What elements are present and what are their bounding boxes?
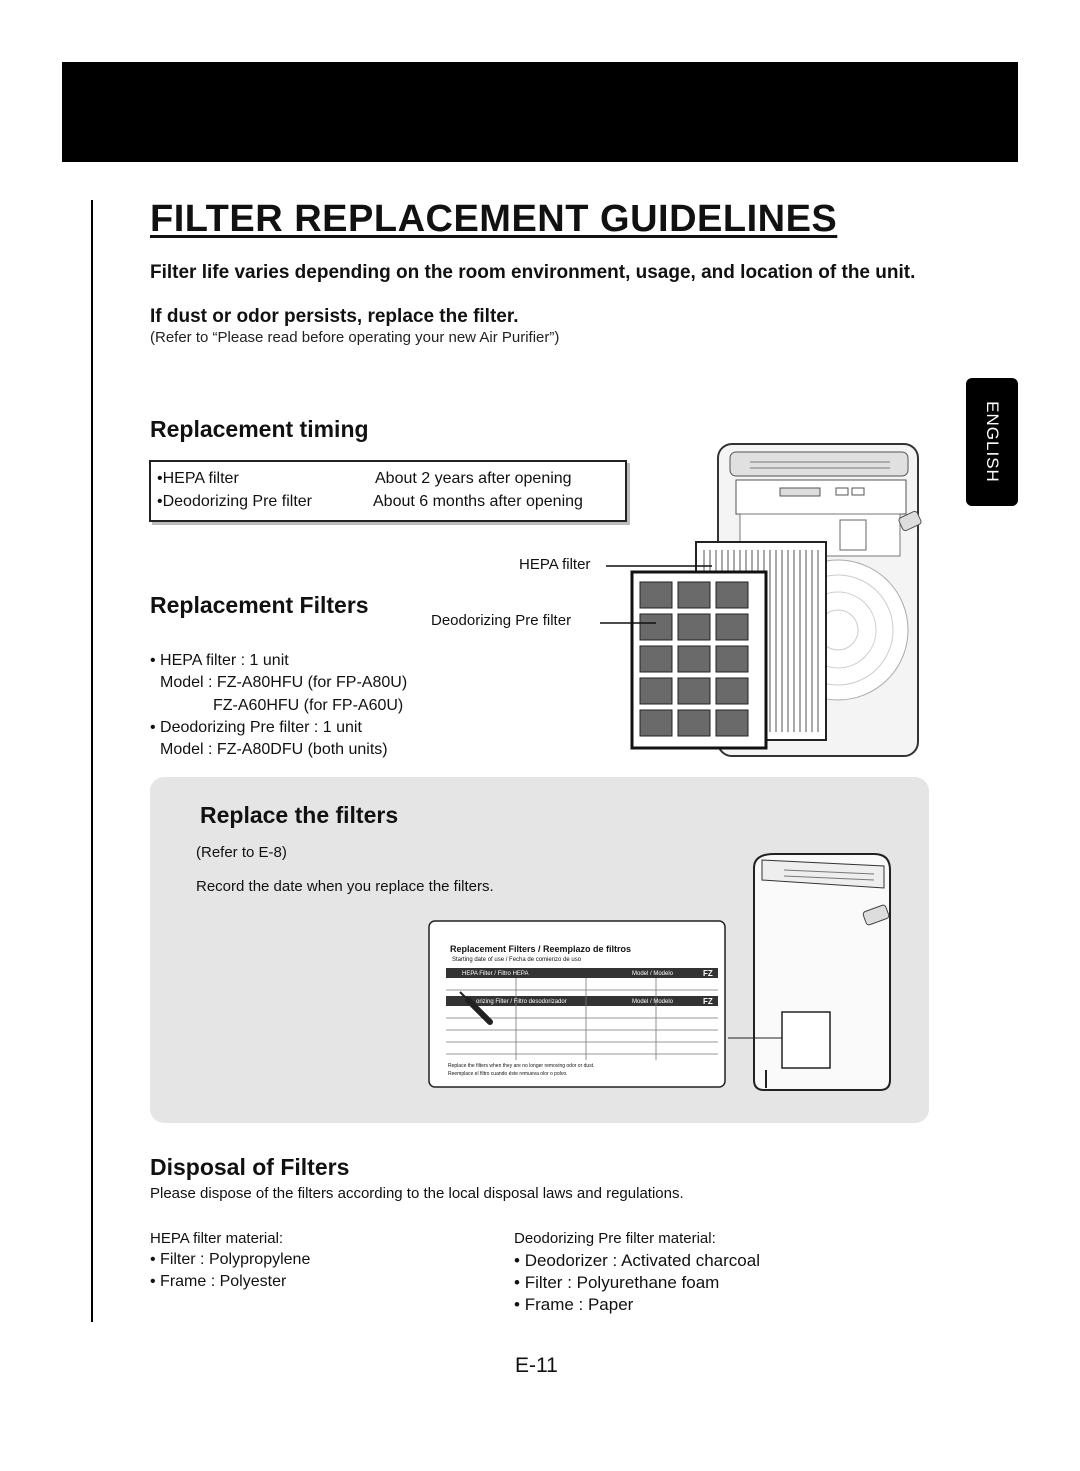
header-bar bbox=[62, 62, 1018, 162]
intro-line-2: If dust or odor persists, replace the filter. bbox=[150, 306, 519, 327]
deo-material-item: • Frame : Paper bbox=[514, 1295, 634, 1314]
label-card-subtitle: Starting date of use / Fecha de comienzo de uso bbox=[452, 957, 582, 963]
deo-material-item: • Deodorizer : Activated charcoal bbox=[514, 1251, 760, 1270]
language-tab bbox=[966, 378, 1018, 506]
filter-spec-line: • HEPA filter : 1 unit bbox=[150, 652, 289, 669]
filter-spec-text: HEPA filter : 1 unit bbox=[160, 652, 289, 669]
intro-note: (Refer to “Please read before operating your new Air Purifier”) bbox=[150, 329, 560, 346]
hepa-material-text: Filter : Polypropylene bbox=[160, 1251, 311, 1268]
margin-rule bbox=[91, 200, 93, 1322]
record-date-note: Record the date when you replace the filters. bbox=[196, 878, 494, 895]
deo-material-title: Deodorizing Pre filter material: bbox=[514, 1230, 716, 1247]
label-model: Model / Modelo bbox=[632, 971, 674, 977]
label-hepa-row: HEPA Filter / Filtro HEPA bbox=[462, 971, 529, 977]
disposal-heading: Disposal of Filters bbox=[150, 1154, 350, 1180]
label-fz: FZ bbox=[703, 997, 713, 1006]
label-card-title: Replacement Filters / Reemplazo de filtros bbox=[450, 944, 632, 954]
filter-spec-text: Deodorizing Pre filter : 1 unit bbox=[160, 719, 362, 736]
replacement-timing-heading: Replacement timing bbox=[150, 416, 369, 442]
timing-table bbox=[149, 460, 627, 522]
filter-spec-line: • Deodorizing Pre filter : 1 unit bbox=[150, 719, 362, 736]
label-deo-row: orizing Filter / Filtro desodorizador bbox=[476, 999, 567, 1005]
filter-spec-line: FZ-A60HFU (for FP-A60U) bbox=[213, 697, 404, 714]
label-foot-2: Reemplace el filtro cuando éste remueva olor o polvo. bbox=[448, 1071, 568, 1077]
intro-line-1: Filter life varies depending on the room environment, usage, and location of the unit. bbox=[150, 262, 916, 283]
label-fz: FZ bbox=[703, 969, 713, 978]
timing-value: About 2 years after opening bbox=[375, 470, 572, 487]
label-model: Model / Modelo bbox=[632, 999, 674, 1005]
label-foot-1: Replace the filters when they are no longer removing odor or dust. bbox=[448, 1063, 595, 1069]
filter-spec-line: Model : FZ-A80DFU (both units) bbox=[160, 741, 388, 758]
timing-filter: •HEPA filter bbox=[157, 470, 239, 487]
air-purifier-illustration bbox=[600, 440, 930, 770]
hepa-material-text: Frame : Polyester bbox=[160, 1273, 287, 1290]
deo-material-text: Filter : Polyurethane foam bbox=[524, 1273, 720, 1292]
deo-material-text: Frame : Paper bbox=[524, 1295, 634, 1314]
page-title: FILTER REPLACEMENT GUIDELINES bbox=[150, 198, 838, 240]
unit-rear-illustration bbox=[724, 848, 904, 1098]
hepa-material-item: • Filter : Polypropylene bbox=[150, 1251, 311, 1268]
hepa-filter-callout: HEPA filter bbox=[519, 556, 591, 573]
replace-filters-heading: Replace the filters bbox=[200, 802, 399, 828]
language-tab-label: ENGLISH bbox=[983, 401, 1002, 483]
deo-material-text: Deodorizer : Activated charcoal bbox=[524, 1251, 760, 1270]
deo-material-item: • Filter : Polyurethane foam bbox=[514, 1273, 720, 1292]
hepa-material-title: HEPA filter material: bbox=[150, 1230, 284, 1247]
hepa-material-item: • Frame : Polyester bbox=[150, 1273, 287, 1290]
filter-spec-line: Model : FZ-A80HFU (for FP-A80U) bbox=[160, 674, 408, 691]
timing-value: About 6 months after opening bbox=[373, 493, 583, 510]
deodorizing-filter-callout: Deodorizing Pre filter bbox=[431, 612, 572, 629]
timing-filter: •Deodorizing Pre filter bbox=[157, 493, 312, 510]
refer-note: (Refer to E-8) bbox=[196, 844, 287, 861]
disposal-text: Please dispose of the filters according to the local disposal laws and regulations. bbox=[150, 1185, 684, 1202]
page-number: E-11 bbox=[515, 1354, 558, 1377]
replacement-filters-heading: Replacement Filters bbox=[150, 592, 369, 618]
